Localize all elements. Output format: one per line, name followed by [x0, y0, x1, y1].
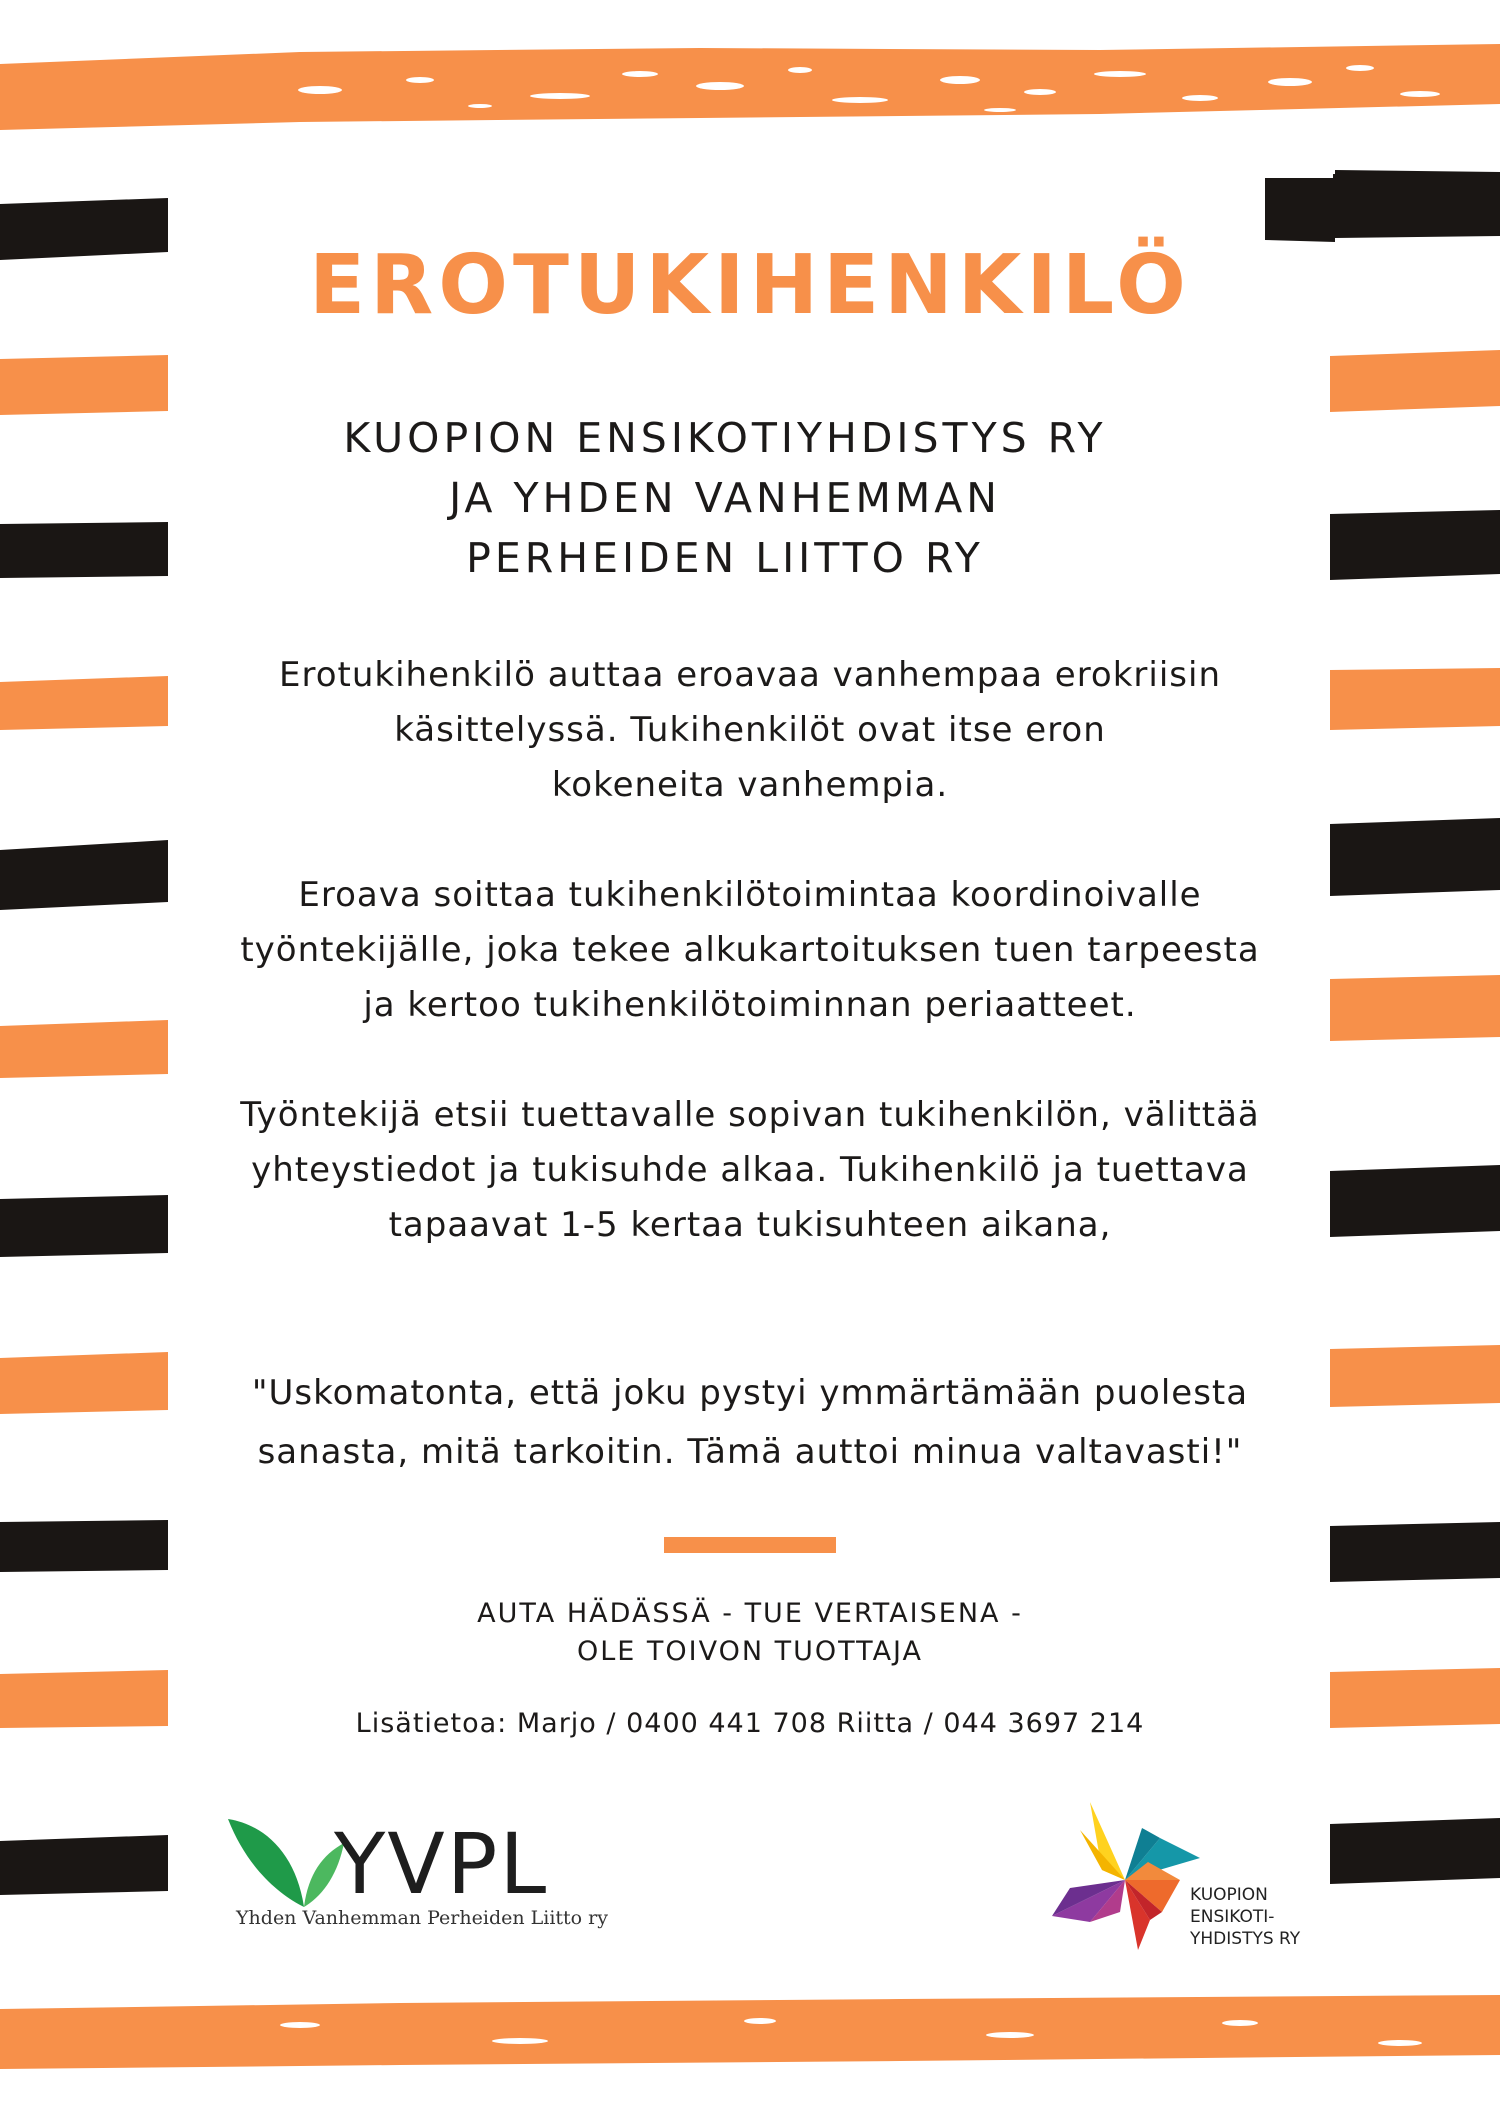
paragraph-line: ja kertoo tukihenkilötoiminnan periaatteet. — [363, 985, 1137, 1025]
organizations-heading — [290, 408, 1160, 588]
slogan-line: AUTA HÄDÄSSÄ - TUE VERTAISENA - — [477, 1598, 1023, 1629]
left-black-stripe — [0, 522, 168, 578]
right-orange-stripe — [1330, 668, 1500, 730]
paragraph-line: käsittelyssä. Tukihenkilöt ovat itse eron — [394, 710, 1106, 750]
left-orange-stripe — [0, 355, 168, 415]
quote-line: "Uskomatonta, että joku pystyi ymmärtämään puolesta — [251, 1373, 1249, 1413]
right-black-stripe — [1330, 1522, 1500, 1582]
pinwheel-icon — [1050, 1800, 1200, 1960]
organizations-line: PERHEIDEN LIITTO RY — [466, 534, 984, 582]
yvpl-logo — [226, 1815, 606, 1935]
right-orange-stripe — [1330, 1345, 1500, 1407]
right-black-stripe — [1330, 1165, 1500, 1237]
left-orange-stripe — [0, 676, 168, 730]
quote-line: sanasta, mitä tarkoitin. Tämä auttoi minua valtavasti!" — [257, 1432, 1243, 1472]
left-orange-stripe — [0, 1352, 168, 1414]
kuopio-name — [1190, 1884, 1300, 1950]
paragraph-line: Erotukihenkilö auttaa eroavaa vanhempaa erokriisin — [278, 655, 1222, 695]
intro-paragraph — [190, 648, 1310, 813]
paragraph-line: kokeneita vanhempia. — [551, 765, 949, 805]
paragraph-line: yhteystiedot ja tukisuhde alkaa. Tukihenkilö ja tuettava — [251, 1150, 1249, 1190]
paragraph-line: työntekijälle, joka tekee alkukartoituksen tuen tarpeesta — [240, 930, 1260, 970]
paragraph-line: Eroava soittaa tukihenkilötoimintaa koordinoivalle — [298, 875, 1202, 915]
right-black-stripe — [1330, 818, 1500, 896]
support-paragraph — [190, 1088, 1310, 1253]
paragraph-line: Työntekijä etsii tuettavalle sopivan tukihenkilön, välittää — [240, 1095, 1260, 1135]
bottom-orange-brush-stripe — [0, 1985, 1500, 2075]
left-orange-stripe — [0, 1020, 168, 1078]
left-black-stripe — [0, 840, 168, 910]
slogan-line: OLE TOIVON TUOTTAJA — [576, 1636, 924, 1667]
testimonial-quote — [190, 1364, 1310, 1482]
right-black-stripe — [1265, 170, 1500, 242]
right-black-stripe — [1330, 510, 1500, 580]
right-orange-stripe — [1330, 350, 1500, 412]
right-orange-stripe — [1330, 1668, 1500, 1728]
organizations-line: JA YHDEN VANHEMMAN — [449, 474, 1001, 522]
orange-divider — [664, 1537, 836, 1553]
process-paragraph — [190, 868, 1310, 1033]
left-orange-stripe — [0, 1670, 168, 1728]
yvpl-subtitle: Yhden Vanhemman Perheiden Liitto ry — [236, 1907, 608, 1929]
slogan — [300, 1595, 1200, 1671]
contact-info: Lisätietoa: Marjo / 0400 441 708 Riitta / 044 3697 214 — [355, 1708, 1145, 1739]
left-black-stripe — [0, 1835, 168, 1895]
kuopio-name-line: ENSIKOTI- — [1190, 1907, 1275, 1927]
right-black-stripe — [1330, 1818, 1500, 1884]
kuopio-name-line: KUOPION — [1190, 1885, 1268, 1905]
left-black-stripe — [0, 1195, 168, 1257]
page-title: EROTUKIHENKILÖ — [309, 238, 1191, 333]
right-orange-stripe — [1330, 975, 1500, 1041]
top-orange-brush-stripe — [0, 22, 1500, 137]
organizations-line: KUOPION ENSIKOTIYHDISTYS RY — [343, 414, 1107, 462]
yvpl-wordmark: YVPL — [334, 1815, 549, 1913]
left-black-stripe — [0, 1520, 168, 1572]
kuopio-logo — [1050, 1800, 1310, 1960]
paragraph-line: tapaavat 1-5 kertaa tukisuhteen aikana, — [388, 1205, 1112, 1245]
green-leaves-icon — [226, 1815, 346, 1915]
kuopio-name-line: YHDISTYS RY — [1190, 1929, 1301, 1949]
